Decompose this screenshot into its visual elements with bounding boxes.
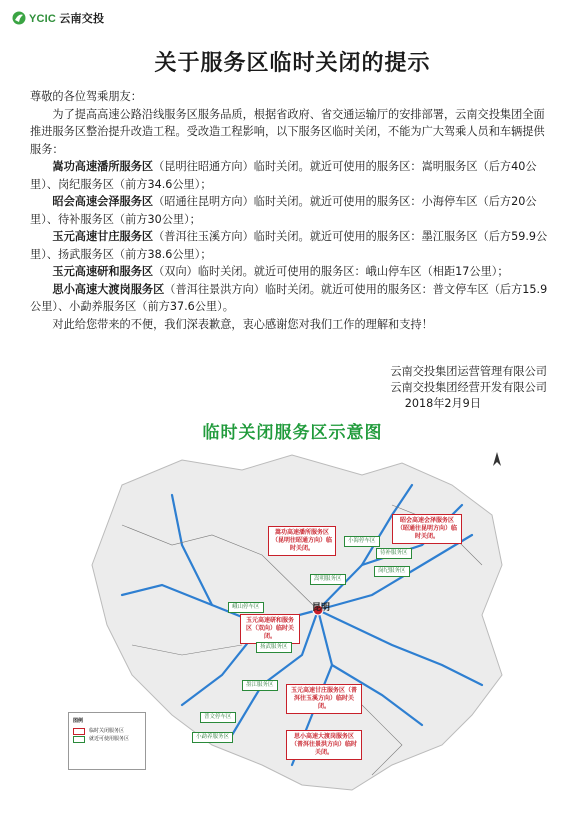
closed-callout-huize: 昭会高速会泽服务区（昭通往昆明方向）临时关闭。	[392, 514, 462, 544]
legend-open-label: 就近可使用服务区	[89, 736, 130, 742]
legend-closed-swatch	[73, 728, 85, 735]
company-logo	[12, 10, 104, 26]
signature-date: 2018年2月9日	[404, 397, 481, 410]
notice-body	[30, 88, 555, 333]
closure-text: （昆明往昭通方向）临时关闭。就近可使用的服务区：嵩明服务区（后方40公里）、岗纪服务区（前方34.6公里）；	[30, 160, 537, 191]
closure-item	[30, 263, 555, 281]
closed-callout-songming: 嵩功高速潘所服务区（昆明往昭通方向）临时关闭。	[268, 526, 336, 556]
closure-name: 玉元高速甘庄服务区	[52, 230, 154, 243]
signature-block	[390, 364, 547, 412]
closure-item	[30, 193, 555, 228]
legend-title: 图例	[73, 718, 84, 724]
open-area-mojiang: 墨江服务区	[242, 680, 278, 691]
open-area-puwen: 普文停车区	[200, 712, 236, 723]
closure-text: （普洱往景洪方向）临时关闭。就近可使用的服务区：普文停车区（后方15.9公里）、小勐养服务区（前方37.6公里）。	[30, 282, 548, 313]
open-area-daibu: 待补服务区	[376, 548, 412, 559]
open-area-xiaohai: 小海停车区	[344, 536, 380, 547]
logo-brand: YCIC	[29, 13, 57, 25]
closed-callout-ganzhuang: 玉元高速甘庄服务区（普洱往玉溪方向）临时关闭。	[286, 684, 362, 714]
open-area-eshan: 峨山停车区	[228, 602, 264, 613]
open-area-gangji: 岗纪服务区	[374, 566, 410, 577]
closed-callout-dadugang: 思小高速大渡岗服务区（普洱往景洪方向）临时关闭。	[286, 730, 362, 760]
map-title: 临时关闭服务区示意图	[202, 423, 383, 443]
closure-name: 昭会高速会泽服务区	[52, 195, 154, 208]
closed-callout-yanhe: 玉元高速研和服务区（双向）临时关闭。	[240, 614, 300, 644]
closure-name: 嵩功高速潘所服务区	[52, 160, 154, 173]
closure-item	[30, 228, 555, 263]
closure-item	[30, 281, 555, 316]
page-title: 关于服务区临时关闭的提示	[154, 51, 431, 76]
logo-name: 云南交投	[59, 13, 105, 25]
closure-text: （双向）临时关闭。就近可使用的服务区：峨山停车区（相距17公里）；	[153, 265, 509, 278]
closing-paragraph: 对此给您带来的不便，我们深表歉意，衷心感谢您对我们工作的理解和支持！	[52, 317, 433, 331]
closure-name: 玉元高速研和服务区	[52, 265, 154, 278]
greeting: 尊敬的各位驾乘朋友：	[30, 90, 142, 103]
map-legend	[68, 712, 146, 770]
legend-closed-label: 临时关闭服务区	[89, 728, 125, 734]
closure-item	[30, 158, 555, 193]
signature-org-1: 云南交投集团运营管理有限公司	[390, 365, 547, 378]
open-area-yangwu: 扬武服务区	[256, 642, 292, 653]
signature-org-2: 云南交投集团经营开发有限公司	[390, 381, 547, 394]
closure-text: （普洱往玉溪方向）临时关闭。就近可使用的服务区：墨江服务区（后方59.9公里）、扬武服务区（前方38.6公里）；	[30, 230, 548, 261]
ycic-leaf-icon	[12, 11, 26, 25]
closure-text: （昭通往昆明方向）临时关闭。就近可使用的服务区：小海停车区（后方20公里）、待补服务区（前方30公里）；	[30, 195, 537, 226]
open-area-songming: 嵩明服务区	[310, 574, 346, 585]
legend-open-swatch	[73, 736, 85, 743]
open-area-xiaomengyang: 小勐养服务区	[192, 732, 233, 743]
capital-label: 昆明	[312, 603, 331, 613]
north-arrow-icon	[493, 452, 501, 466]
closure-name: 思小高速大渡岗服务区	[52, 282, 165, 296]
intro-paragraph: 为了提高高速公路沿线服务区服务品质，根据省政府、省交通运输厅的安排部署，云南交投集团全面推进服务区整治提升改造工程。受改造工程影响，以下服务区临时关闭，不能为广大驾乘人员和车辆提供服务：	[30, 107, 545, 156]
